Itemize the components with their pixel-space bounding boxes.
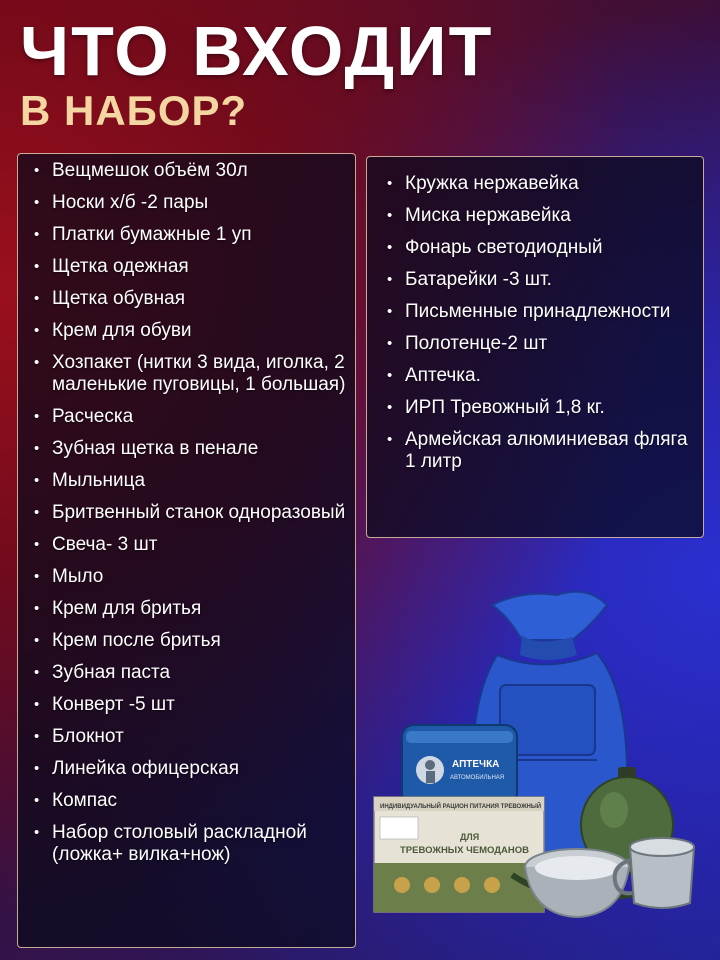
page-title: ЧТО ВХОДИТ (20, 12, 494, 90)
bullet-icon: • (387, 175, 393, 192)
left-list-item-text: Линейка офицерская (52, 758, 240, 779)
bullet-icon: • (34, 632, 40, 649)
bullet-icon: • (34, 226, 40, 243)
left-list-item (32, 758, 347, 780)
left-list-item (32, 694, 347, 716)
right-list-item (385, 205, 695, 227)
left-list-item (32, 288, 347, 310)
first-aid-sublabel: АВТОМОБИЛЬНАЯ (450, 775, 505, 781)
bullet-icon: • (34, 290, 40, 307)
left-list-item-text: Свеча- 3 шт (52, 534, 158, 555)
bullet-icon: • (387, 271, 393, 288)
bullet-icon: • (387, 367, 393, 384)
bullet-icon: • (34, 408, 40, 425)
right-list-item (385, 429, 695, 473)
left-list-item (32, 822, 347, 866)
left-list-item-text: Платки бумажные 1 уп (52, 224, 252, 245)
bullet-icon: • (34, 194, 40, 211)
bullet-icon: • (34, 322, 40, 339)
left-list-item (32, 598, 347, 620)
left-list-item (32, 160, 347, 182)
bullet-icon: • (387, 335, 393, 352)
first-aid-label: АПТЕЧКА (452, 759, 500, 770)
left-list-item-text: Вещмешок объём 30л (52, 160, 248, 181)
left-list-item-text: Щетка одежная (52, 256, 189, 277)
bullet-icon: • (387, 303, 393, 320)
bullet-icon: • (34, 664, 40, 681)
left-items-panel (17, 153, 356, 948)
left-list-item-text: Мыло (52, 566, 104, 587)
left-list-item (32, 352, 347, 396)
left-list-item-text: Блокнот (52, 726, 124, 747)
bullet-icon: • (34, 440, 40, 457)
right-list-item-text: ИРП Тревожный 1,8 кг. (405, 397, 605, 418)
left-list-item (32, 630, 347, 652)
right-items-list (385, 173, 695, 473)
left-list-item-text: Расческа (52, 406, 134, 427)
right-list-item (385, 333, 695, 355)
bullet-icon: • (34, 824, 40, 841)
right-list-item (385, 397, 695, 419)
left-list-item-text: Крем после бритья (52, 630, 221, 651)
right-list-item-text: Фонарь светодиодный (405, 237, 603, 258)
bullet-icon: • (387, 239, 393, 256)
bullet-icon: • (34, 354, 40, 371)
left-list-item-text: Крем для бритья (52, 598, 202, 619)
left-list-item (32, 502, 347, 524)
bullet-icon: • (34, 162, 40, 179)
ration-box-top-text: ИНДИВИДУАЛЬНЫЙ РАЦИОН ПИТАНИЯ ТРЕВОЖНЫЙ (380, 804, 542, 810)
bullet-icon: • (34, 568, 40, 585)
left-list-item-text: Мыльница (52, 470, 146, 491)
bullet-icon: • (34, 696, 40, 713)
left-list-item-text: Крем для обуви (52, 320, 192, 341)
bullet-icon: • (34, 600, 40, 617)
left-items-list (32, 160, 347, 866)
right-list-item-text: Полотенце-2 шт (405, 333, 548, 354)
left-list-item-text: Компас (52, 790, 118, 811)
left-list-item-text: Носки х/б -2 пары (52, 192, 209, 213)
bullet-icon: • (387, 399, 393, 416)
right-list-item (385, 237, 695, 259)
kit-product-photo (372, 585, 707, 945)
left-list-item-text: Бритвенный станок одноразовый (52, 502, 346, 523)
left-list-item-text: Зубная паста (52, 662, 171, 683)
left-list-item (32, 726, 347, 748)
right-list-item-text: Кружка нержавейка (405, 173, 579, 194)
left-list-item (32, 534, 347, 556)
bullet-icon: • (34, 792, 40, 809)
right-list-item (385, 173, 695, 195)
page-subtitle: В НАБОР? (20, 87, 248, 134)
ration-box-line2: ТРЕВОЖНЫХ ЧЕМОДАНОВ (400, 845, 530, 856)
bullet-icon: • (34, 760, 40, 777)
bullet-icon: • (387, 431, 393, 448)
left-list-item (32, 790, 347, 812)
right-list-item-text: Аптечка. (405, 365, 481, 386)
left-list-item (32, 406, 347, 428)
bullet-icon: • (34, 472, 40, 489)
right-list-item-text: Письменные принадлежности (405, 301, 671, 322)
bullet-icon: • (34, 728, 40, 745)
bullet-icon: • (387, 207, 393, 224)
left-list-item-text: Зубная щетка в пенале (52, 438, 259, 459)
first-aid-kit-icon (402, 725, 517, 805)
left-list-item (32, 192, 347, 214)
left-list-item-text: Конверт -5 шт (52, 694, 175, 715)
left-list-item-text: Хозпакет (нитки 3 вида, иголка, 2 маленькие пуговицы, 1 большая) (52, 352, 346, 395)
right-list-item-text: Батарейки -3 шт. (405, 269, 552, 290)
right-items-panel (366, 156, 704, 538)
right-list-item-text: Армейская алюминиевая фляга 1 литр (405, 429, 688, 472)
left-list-item (32, 438, 347, 460)
bullet-icon: • (34, 536, 40, 553)
left-list-item (32, 256, 347, 278)
left-list-item (32, 662, 347, 684)
left-list-item (32, 224, 347, 246)
right-list-item (385, 269, 695, 291)
left-list-item (32, 566, 347, 588)
bullet-icon: • (34, 504, 40, 521)
left-list-item (32, 320, 347, 342)
bullet-icon: • (34, 258, 40, 275)
left-list-item-text: Набор столовый раскладной (ложка+ вилка+нож) (52, 822, 307, 865)
ration-box-line1: ДЛЯ (460, 832, 480, 842)
right-list-item (385, 365, 695, 387)
right-list-item-text: Миска нержавейка (405, 205, 571, 226)
ration-box-icon (374, 797, 544, 912)
left-list-item (32, 470, 347, 492)
right-list-item (385, 301, 695, 323)
left-list-item-text: Щетка обувная (52, 288, 185, 309)
